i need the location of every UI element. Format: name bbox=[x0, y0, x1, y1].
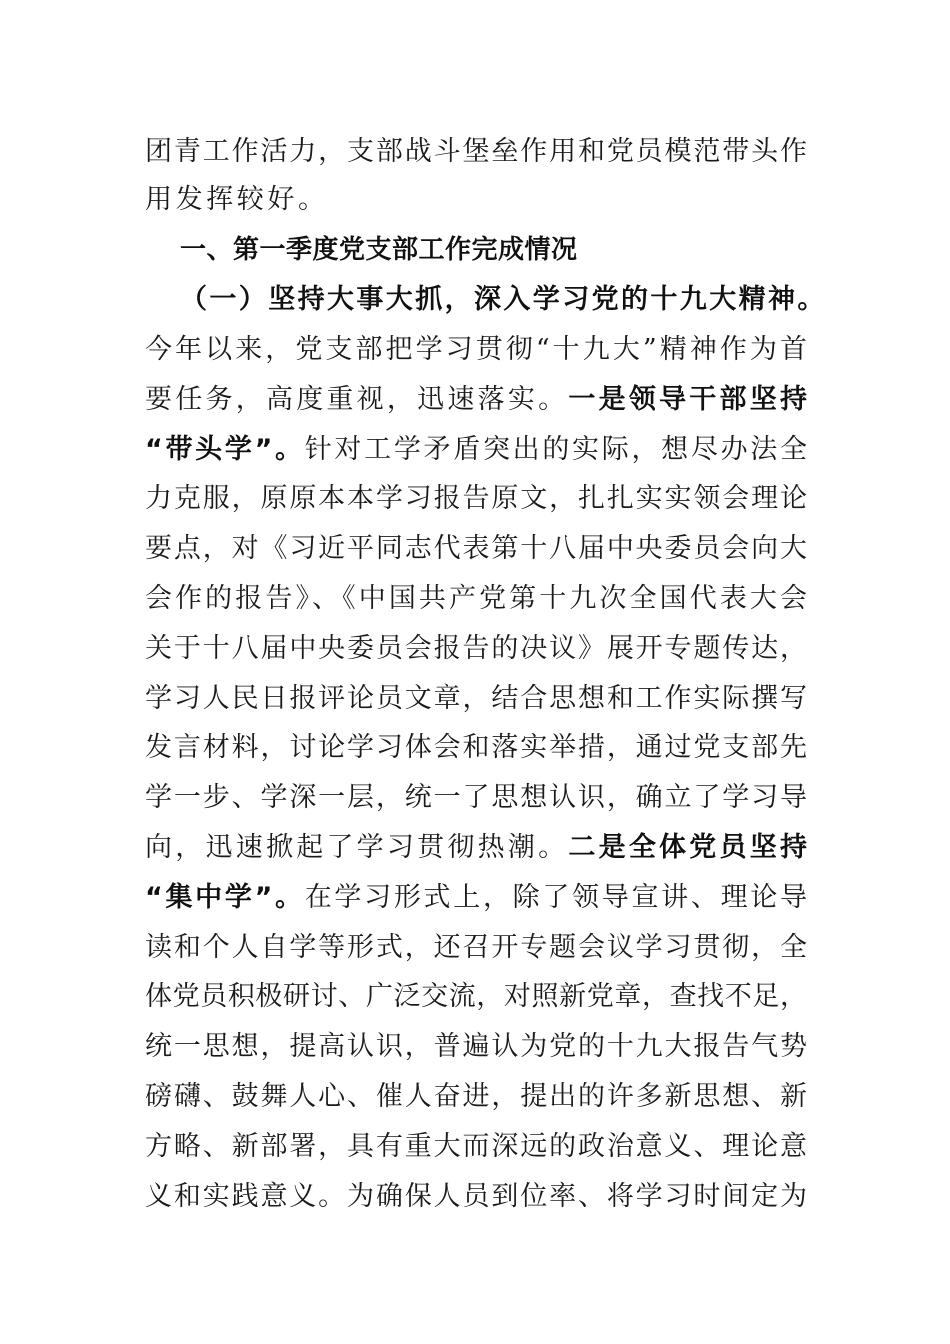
text-run: 团青工作活力，支部战斗堡垒作用和党员模范带头作 bbox=[145, 136, 807, 167]
paragraph-line bbox=[145, 778, 807, 818]
paragraph-line bbox=[145, 479, 807, 519]
text-run: 用发挥较好。 bbox=[145, 184, 329, 215]
paragraph-line bbox=[145, 728, 807, 768]
text-run: 针对工学矛盾突出的实际，想尽办法全 bbox=[304, 434, 807, 465]
paragraph-line bbox=[145, 380, 807, 420]
text-run: 读和个人自学等形式，还召开专题会议学习贯彻，全 bbox=[145, 932, 807, 963]
text-run: 要点，对《习近平同志代表第十八届中央委员会向大 bbox=[145, 533, 807, 564]
bold-text-run: 一是领导干部坚持 bbox=[568, 384, 808, 415]
text-run: 向，迅速掀起了学习贯彻热潮。 bbox=[145, 832, 569, 863]
paragraph-line bbox=[145, 132, 807, 172]
bold-text-run: 二是全体党员坚持 bbox=[568, 832, 808, 863]
text-run: 关于十八届中央委员会报告的决议》展开专题传达， bbox=[145, 633, 807, 664]
text-run: 学习人民日报评论员文章，结合思想和工作实际撰写 bbox=[145, 683, 807, 714]
bold-text-run: “集中学”。 bbox=[145, 882, 305, 913]
text-run: 学一步、学深一层，统一了思想认识，确立了学习导 bbox=[145, 782, 807, 813]
paragraph-line bbox=[145, 629, 807, 669]
paragraph-line bbox=[145, 1027, 807, 1067]
paragraph-line bbox=[145, 430, 807, 470]
text-run: 发言材料，讨论学习体会和落实举措，通过党支部先 bbox=[145, 732, 807, 763]
text-run: 体党员积极研讨、广泛交流，对照新党章，查找不足， bbox=[145, 981, 807, 1012]
text-run: 义和实践意义。为确保人员到位率、将学习时间定为 bbox=[145, 1181, 807, 1212]
text-run: 力克服，原原本本学习报告原文，扎扎实实领会理论 bbox=[145, 483, 807, 514]
paragraph-line bbox=[145, 828, 807, 868]
paragraph-line bbox=[145, 579, 807, 619]
paragraph-line bbox=[145, 529, 807, 569]
paragraph-line bbox=[145, 679, 807, 719]
paragraph-line bbox=[145, 977, 807, 1017]
section-heading: 一、第一季度党支部工作完成情况 bbox=[180, 235, 578, 265]
bold-text-run: “带头学”。 bbox=[145, 434, 305, 465]
paragraph-line bbox=[145, 878, 807, 918]
text-run: 在学习形式上，除了领导宣讲、理论导 bbox=[304, 882, 807, 913]
paragraph-line bbox=[145, 180, 807, 220]
paragraph-line bbox=[145, 1077, 807, 1117]
text-run: 要任务，高度重视，迅速落实。 bbox=[145, 384, 569, 415]
text-run: 磅礴、鼓舞人心、催人奋进，提出的许多新思想、新 bbox=[145, 1081, 807, 1112]
paragraph-line bbox=[145, 1127, 807, 1167]
paragraph-line bbox=[145, 928, 807, 968]
text-run: 方略、新部署，具有重大而深远的政治意义、理论意 bbox=[145, 1131, 807, 1162]
paragraph-line bbox=[145, 1177, 807, 1217]
text-run: 会作的报告》、《中国共产党第十九次全国代表大会 bbox=[145, 583, 807, 614]
text-run: 统一思想，提高认识，普遍认为党的十九大报告气势 bbox=[145, 1031, 807, 1062]
text-run: 今年以来，党支部把学习贯彻“十九大”精神作为首 bbox=[145, 334, 807, 365]
subsection-heading: （一）坚持大事大抓，深入学习党的十九大精神。 bbox=[180, 284, 827, 315]
paragraph-line bbox=[145, 330, 807, 370]
